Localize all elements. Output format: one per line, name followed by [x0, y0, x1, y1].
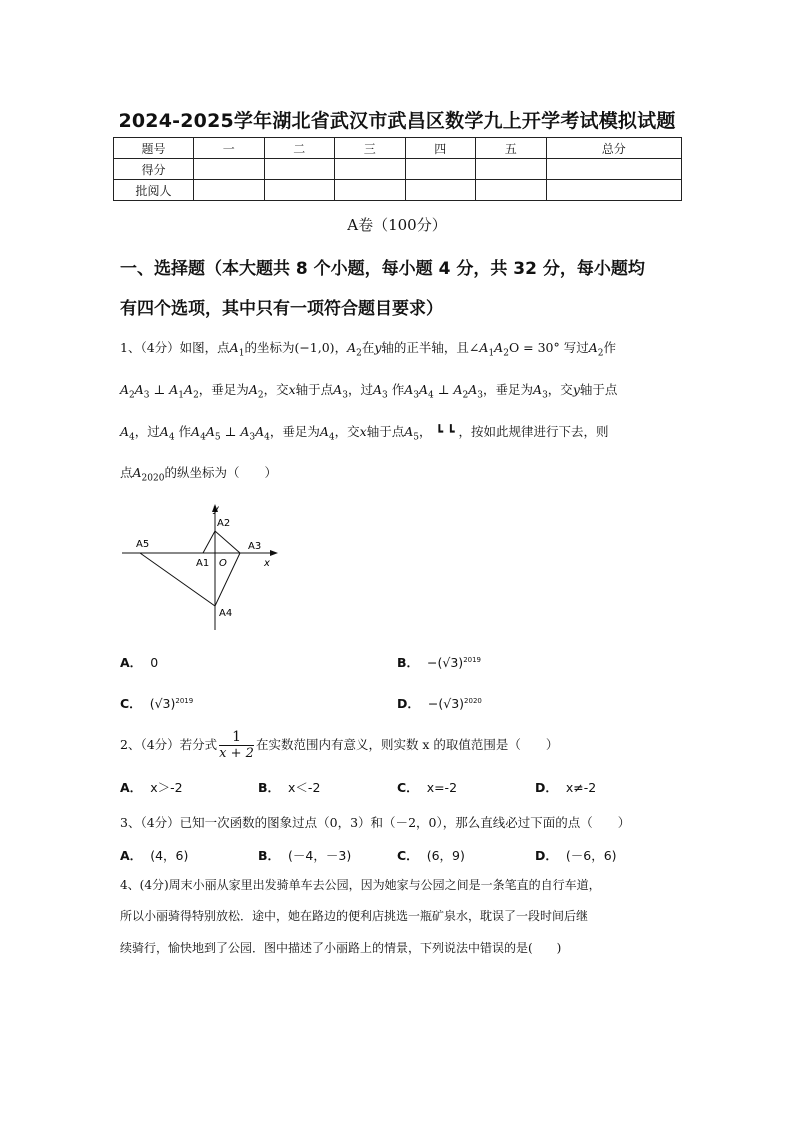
q2-stem: 2、（4分）若分式 $\frac{1}{x + 2}$ 在实数范围内有意义，则实数 x 的取值范围是（ ） — [120, 729, 559, 761]
section-heading-line2: 有四个选项，其中只有一项符合题目要求） — [120, 299, 443, 319]
q3-option-c[interactable]: C． (6，9) — [397, 848, 465, 863]
q2-fraction: $\frac{1}{x + 2}$ — [219, 729, 254, 761]
fig-label-a3: A3 — [248, 541, 262, 552]
q4-line2: 所以小丽骑得特别放松．途中，她在路边的便利店挑选一瓶矿泉水，耽误了一段时间后继 — [120, 909, 589, 923]
reviewer-row — [114, 180, 682, 201]
score-cell[interactable] — [264, 159, 335, 180]
q2-option-c[interactable]: C． x=-2 — [397, 780, 458, 795]
score-header-cell: 四 — [405, 138, 476, 159]
score-row — [114, 159, 682, 180]
q2-option-a[interactable]: A． x＞-2 — [120, 780, 183, 795]
fig-label-a2: A2 — [217, 518, 231, 529]
q2-option-b[interactable]: B． x＜-2 — [258, 780, 321, 795]
q1-line1: 1、（4分）如图，点$A_1$的坐标为(−1,0)，$A_2$在y轴的正半轴，且$\angle A_1A_2O = 30^\circ$ 写过$A_2$作 — [120, 340, 617, 359]
score-header-cell: 三 — [335, 138, 406, 159]
exam-title: 2024-2025学年湖北省武汉市武昌区数学九上开学考试模拟试题 — [118, 110, 676, 132]
q3-option-a[interactable]: A． (4，6) — [120, 848, 189, 863]
reviewer-cell[interactable] — [476, 180, 547, 201]
fig-label-y: y — [213, 504, 219, 515]
fig-label-a1: A1 — [196, 558, 210, 569]
score-header-cell: 一 — [194, 138, 265, 159]
score-cell[interactable] — [405, 159, 476, 180]
q3-option-b[interactable]: B． (－4，－3) — [258, 848, 352, 863]
reviewer-row-label: 批阅人 — [114, 180, 194, 201]
score-cell[interactable] — [546, 159, 682, 180]
score-header-cell: 二 — [264, 138, 335, 159]
q1-line2: $A_2A_3$ ⊥ $A_1A_2$，垂足为$A_2$，交x轴于点$A_3$，过$A_3$ 作$A_3A_4$ ⊥ $A_2A_3$，垂足为$A_3$，交y轴于点 — [120, 382, 618, 401]
score-table-header-row — [114, 138, 682, 159]
q3-option-d[interactable]: D． (－6，6) — [535, 848, 617, 863]
q3-stem: 3、（4分）已知一次函数的图象过点（0，3）和（－2，0），那么直线必过下面的点（ ） — [120, 815, 631, 830]
reviewer-cell[interactable] — [194, 180, 265, 201]
fig-label-o: O — [219, 558, 227, 569]
section-heading-line1: 一、选择题（本大题共 8 个小题，每小题 4 分，共 32 分，每小题均 — [120, 259, 645, 279]
score-table — [113, 137, 682, 201]
score-cell[interactable] — [476, 159, 547, 180]
q1-option-a[interactable]: A． 0 — [120, 655, 159, 670]
score-cell[interactable] — [194, 159, 265, 180]
q1-option-b[interactable]: B． $-(√3)^{2019}$ — [397, 655, 482, 670]
fig-label-x: x — [264, 558, 270, 569]
q1-figure — [118, 498, 288, 638]
q2-option-d[interactable]: D． x≠-2 — [535, 780, 597, 795]
q1-line4: 点$A_{2020}$的纵坐标为（ ） — [120, 465, 277, 484]
q4-line1: 4、(4分)周末小丽从家里出发骑单车去公园，因为她家与公园之间是一条笔直的自行车道， — [120, 878, 601, 892]
q4-line3: 续骑行，愉快地到了公园．图中描述了小丽路上的情景，下列说法中错误的是( ) — [120, 941, 562, 955]
reviewer-cell[interactable] — [546, 180, 682, 201]
volume-a-heading: A卷（100分） — [347, 216, 447, 234]
reviewer-cell[interactable] — [335, 180, 406, 201]
score-header-cell: 五 — [476, 138, 547, 159]
score-row-label: 得分 — [114, 159, 194, 180]
score-header-cell: 总分 — [546, 138, 682, 159]
q1-line3: $A_4$，过$A_4$ 作$A_4A_5$ ⊥ $A_3A_4$，垂足为$A_4$，交x轴于点$A_5$， ┗ ┗ ，按如此规律进行下去，则 — [120, 424, 609, 443]
score-header-cell: 题号 — [114, 138, 194, 159]
q1-option-d[interactable]: D． $-(√3)^{2020}$ — [397, 696, 482, 711]
reviewer-cell[interactable] — [264, 180, 335, 201]
fig-label-a4: A4 — [219, 608, 233, 619]
reviewer-cell[interactable] — [405, 180, 476, 201]
q1-option-c[interactable]: C． $(√3)^{2019}$ — [120, 696, 194, 711]
fig-label-a5: A5 — [136, 539, 150, 550]
x-axis-arrow-icon — [270, 550, 278, 556]
score-cell[interactable] — [335, 159, 406, 180]
